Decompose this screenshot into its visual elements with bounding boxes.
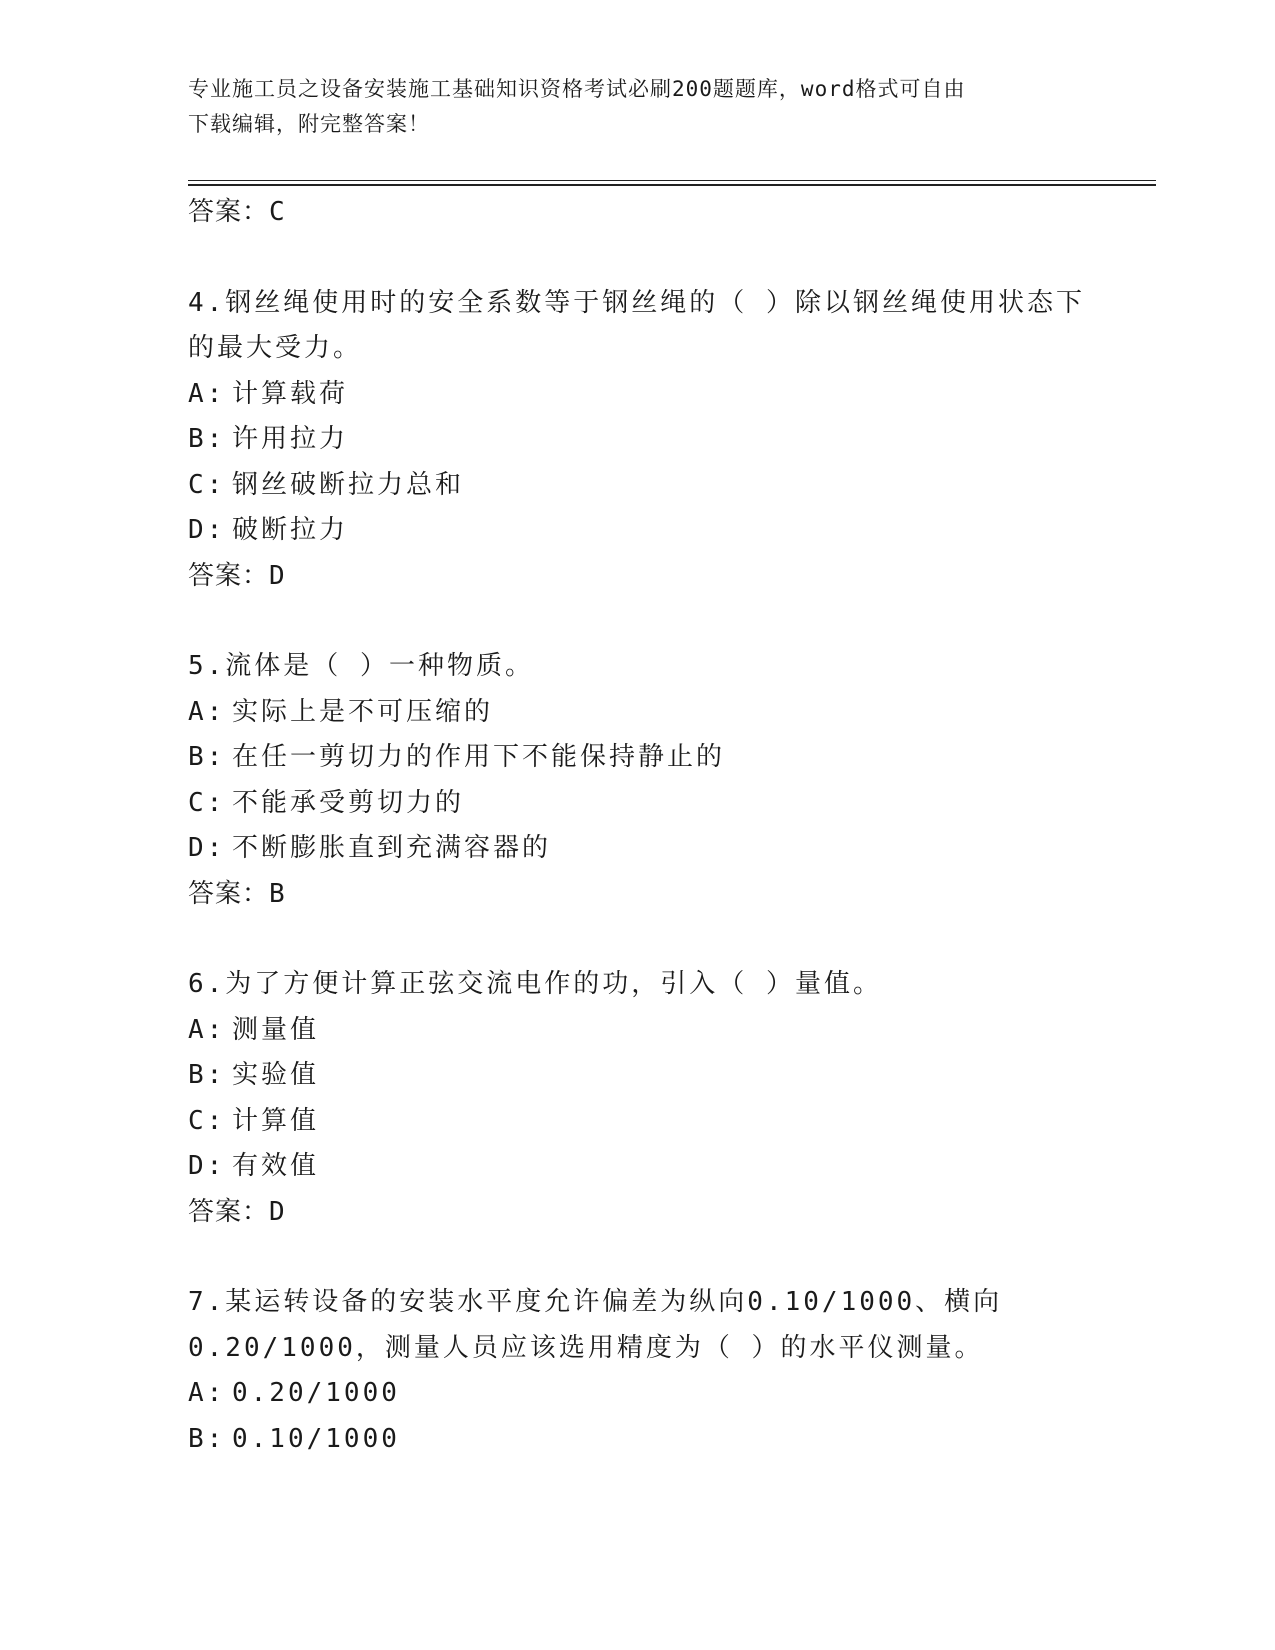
question-6 bbox=[188, 962, 1108, 1235]
option-label: D: bbox=[188, 833, 226, 863]
question-list bbox=[188, 190, 1108, 1462]
option-c bbox=[188, 463, 1108, 509]
option-text: 计算载荷 bbox=[232, 378, 349, 409]
answer-label: 答案： bbox=[188, 560, 270, 591]
question-7 bbox=[188, 1280, 1108, 1462]
option-text: 不断膨胀直到充满容器的 bbox=[232, 833, 552, 863]
option-b bbox=[188, 1053, 1108, 1099]
option-label: A: bbox=[188, 1014, 226, 1045]
question-stem-line: 6.为了方便计算正弦交流电作的功，引入（ ）量值。 bbox=[188, 969, 882, 999]
option-text: 0.20/1000 bbox=[232, 1378, 400, 1408]
option-text: 钢丝破断拉力总和 bbox=[232, 469, 465, 500]
question-stem-line: 7.某运转设备的安装水平度允许偏差为纵向0.10/1000、横向 bbox=[188, 1287, 1003, 1317]
option-label: B: bbox=[188, 1060, 226, 1090]
option-d bbox=[188, 1144, 1108, 1190]
option-text: 许用拉力 bbox=[232, 424, 349, 454]
option-label: A: bbox=[188, 1378, 226, 1408]
option-a bbox=[188, 1371, 1108, 1417]
question-4 bbox=[188, 281, 1108, 600]
option-label: B: bbox=[188, 1423, 226, 1454]
document-header bbox=[188, 72, 1088, 142]
question-stem-line: 5.流体是（ ）一种物质。 bbox=[188, 651, 534, 681]
option-label: C: bbox=[188, 469, 226, 500]
answer-value: C bbox=[269, 197, 286, 227]
option-b bbox=[188, 735, 1108, 781]
option-d bbox=[188, 508, 1108, 554]
option-b bbox=[188, 417, 1108, 463]
question-5 bbox=[188, 644, 1108, 917]
option-text: 计算值 bbox=[232, 1105, 320, 1136]
question-stem-line: 4.钢丝绳使用时的安全系数等于钢丝绳的（ ）除以钢丝绳使用状态下 bbox=[188, 287, 1085, 318]
header-line-2: 下载编辑，附完整答案！ bbox=[188, 112, 430, 136]
question-stem-line: 的最大受力。 bbox=[188, 333, 363, 363]
option-c bbox=[188, 781, 1108, 827]
option-text: 不能承受剪切力的 bbox=[232, 787, 465, 818]
option-label: B: bbox=[188, 424, 226, 454]
answer-label: 答案： bbox=[188, 197, 270, 227]
answer-value: B bbox=[269, 878, 286, 909]
option-text: 实验值 bbox=[232, 1060, 320, 1090]
answer-value: D bbox=[269, 560, 286, 591]
header-divider-thick bbox=[188, 184, 1156, 186]
option-label: A: bbox=[188, 696, 226, 727]
previous-answer bbox=[188, 190, 1108, 236]
option-text: 破断拉力 bbox=[232, 515, 349, 545]
answer bbox=[188, 872, 1108, 918]
option-c bbox=[188, 1099, 1108, 1145]
option-text: 有效值 bbox=[232, 1151, 320, 1181]
answer-label: 答案： bbox=[188, 878, 270, 909]
option-text: 0.10/1000 bbox=[232, 1423, 400, 1454]
option-text: 测量值 bbox=[232, 1014, 320, 1045]
answer bbox=[188, 554, 1108, 600]
option-a bbox=[188, 690, 1108, 736]
option-d bbox=[188, 826, 1108, 872]
answer bbox=[188, 1190, 1108, 1236]
option-a bbox=[188, 372, 1108, 418]
option-label: A: bbox=[188, 378, 226, 409]
question-stem-line: 0.20/1000，测量人员应该选用精度为（ ）的水平仪测量。 bbox=[188, 1332, 984, 1363]
option-label: D: bbox=[188, 1151, 226, 1181]
answer-label: 答案： bbox=[188, 1196, 270, 1227]
option-label: C: bbox=[188, 1105, 226, 1136]
header-divider-thin bbox=[188, 180, 1156, 181]
option-a bbox=[188, 1008, 1108, 1054]
answer-value: D bbox=[269, 1196, 286, 1227]
option-label: C: bbox=[188, 787, 226, 818]
option-text: 实际上是不可压缩的 bbox=[232, 696, 494, 727]
option-text: 在任一剪切力的作用下不能保持静止的 bbox=[232, 742, 726, 772]
option-label: D: bbox=[188, 515, 226, 545]
option-b bbox=[188, 1417, 1108, 1463]
option-label: B: bbox=[188, 742, 226, 772]
header-line-1: 专业施工员之设备安装施工基础知识资格考试必刷200题题库，word格式可自由 bbox=[188, 77, 966, 101]
